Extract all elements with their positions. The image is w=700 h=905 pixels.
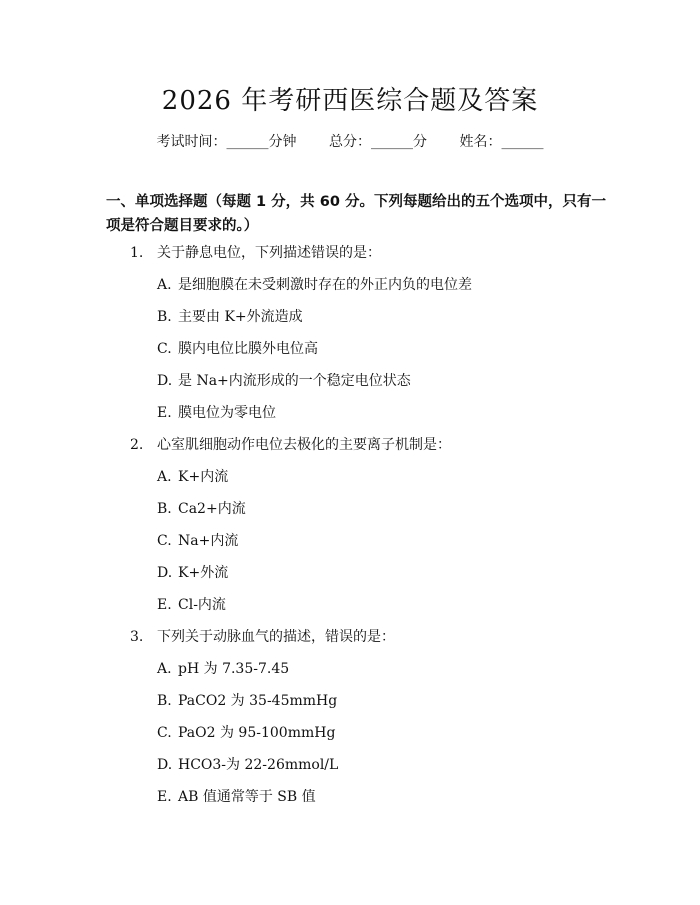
option-b — [0, 307, 700, 339]
option-e — [0, 787, 700, 819]
option-a — [0, 659, 700, 691]
option-text: HCO3-为 22-26mmol/L — [178, 757, 339, 773]
page-title: 2026 年考研西医综合题及答案 — [161, 86, 539, 116]
question-text: 心室肌细胞动作电位去极化的主要离子机制是： — [157, 437, 451, 453]
exam-meta — [0, 131, 700, 151]
question-2 — [0, 435, 700, 627]
option-text: pH 为 7.35-7.45 — [178, 661, 290, 677]
option-letter: B. — [157, 501, 172, 517]
option-text: PaCO2 为 35-45mmHg — [178, 693, 338, 709]
option-letter: A. — [157, 469, 172, 485]
option-c — [0, 723, 700, 755]
question-1 — [0, 243, 700, 435]
option-text: Na+内流 — [178, 533, 239, 549]
option-e — [0, 403, 700, 435]
option-c — [0, 531, 700, 563]
option-text: Cl-内流 — [178, 597, 226, 613]
option-a — [0, 467, 700, 499]
option-d — [0, 563, 700, 595]
option-b — [0, 691, 700, 723]
option-b — [0, 499, 700, 531]
option-a — [0, 275, 700, 307]
option-letter: C. — [157, 341, 172, 357]
option-letter: A. — [157, 661, 172, 677]
option-d — [0, 755, 700, 787]
option-letter: C. — [157, 533, 172, 549]
option-text: 是细胞膜在未受刺激时存在的外正内负的电位差 — [178, 277, 472, 293]
question-stem — [0, 243, 700, 275]
question-3 — [0, 627, 700, 819]
question-stem — [0, 627, 700, 659]
option-text: K+外流 — [178, 565, 229, 581]
option-letter: E. — [157, 405, 172, 421]
option-text: Ca2+内流 — [178, 501, 246, 517]
option-letter: B. — [157, 309, 172, 325]
option-text: 膜电位为零电位 — [178, 405, 276, 421]
section-heading: 一、单项选择题（每题 1 分，共 60 分。下列每题给出的五个选项中，只有一项是符合题目要求的。） — [106, 194, 606, 234]
option-d — [0, 371, 700, 403]
question-number: 1. — [130, 245, 144, 261]
name-label: 姓名：______ — [459, 134, 544, 150]
option-c — [0, 339, 700, 371]
option-letter: C. — [157, 725, 172, 741]
option-text: AB 值通常等于 SB 值 — [178, 789, 316, 805]
option-letter: D. — [157, 373, 173, 389]
option-e — [0, 595, 700, 627]
total-score-label: 总分：______分 — [329, 134, 427, 150]
question-number: 2. — [130, 437, 144, 453]
option-letter: E. — [157, 597, 172, 613]
option-text: K+内流 — [178, 469, 229, 485]
question-list — [0, 243, 700, 819]
option-letter: A. — [157, 277, 172, 293]
exam-time-label: 考试时间：______分钟 — [156, 134, 297, 150]
option-letter: B. — [157, 693, 172, 709]
question-stem — [0, 435, 700, 467]
option-letter: D. — [157, 565, 173, 581]
question-number: 3. — [130, 629, 144, 645]
option-text: 主要由 K+外流造成 — [178, 309, 303, 325]
option-text: 膜内电位比膜外电位高 — [178, 341, 318, 357]
question-text: 关于静息电位，下列描述错误的是： — [157, 245, 381, 261]
question-text: 下列关于动脉血气的描述，错误的是： — [157, 629, 395, 645]
option-letter: D. — [157, 757, 173, 773]
option-letter: E. — [157, 789, 172, 805]
option-text: 是 Na+内流形成的一个稳定电位状态 — [178, 373, 411, 389]
option-text: PaO2 为 95-100mmHg — [178, 725, 336, 741]
